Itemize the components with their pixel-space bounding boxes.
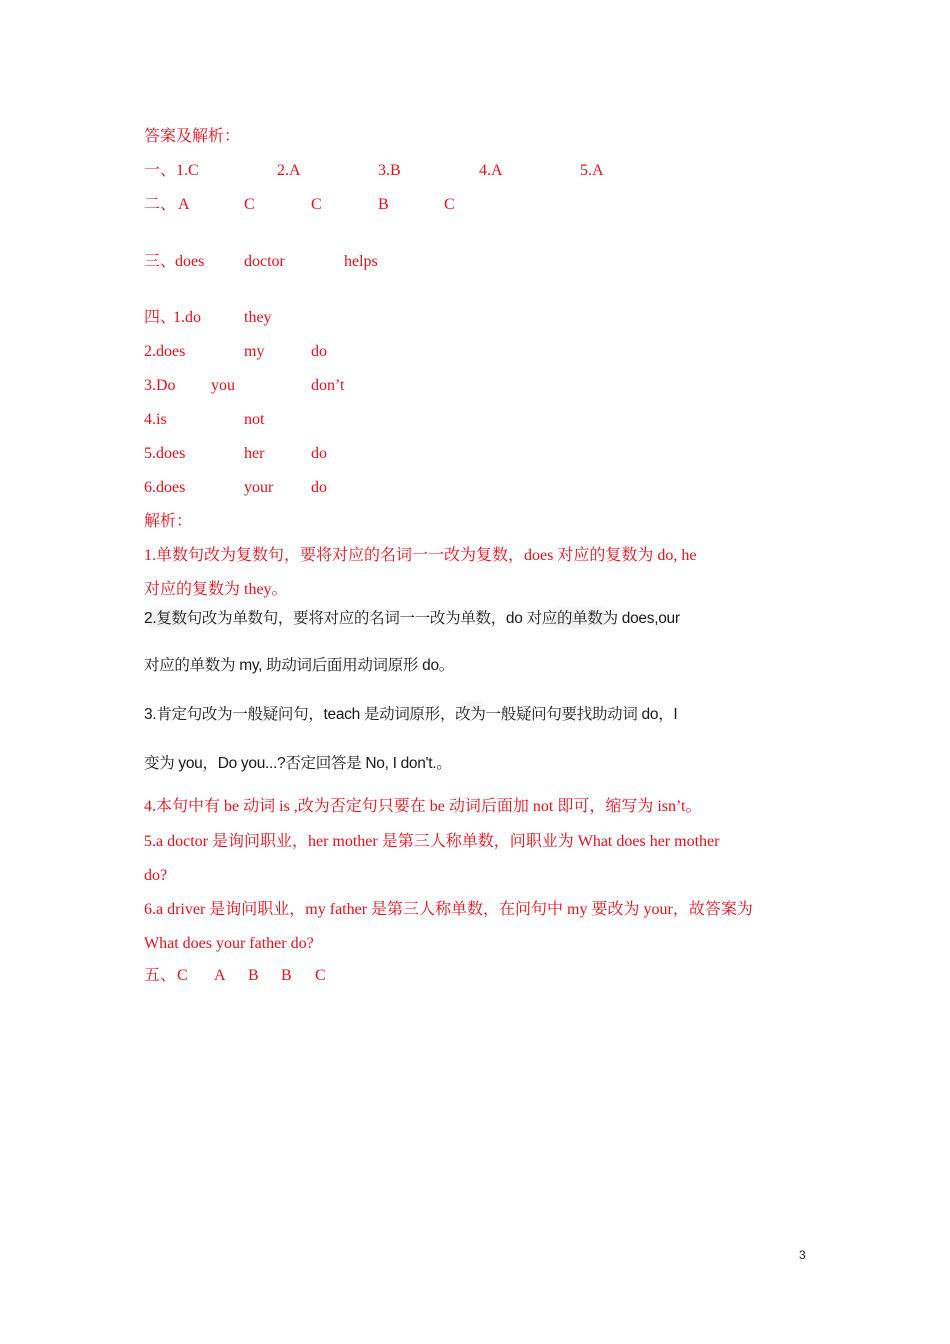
answer-5-4: B <box>281 967 292 984</box>
answer-2-3: C <box>311 196 322 213</box>
section-4-label: 四、 <box>144 309 177 326</box>
answer-2-1: A <box>178 196 190 213</box>
answer-1-2: 2.A <box>277 162 301 179</box>
answer-5-5: C <box>315 967 326 984</box>
answer-1-4: 4.A <box>479 162 503 179</box>
analysis-line-8: 5.a doctor 是询问职业，her mother 是第三人称单数，问职业为 What does her mother <box>144 833 720 850</box>
section-3-label: 三、 <box>144 253 177 270</box>
analysis-line-2: 对应的复数为 they。 <box>144 581 288 598</box>
answer-5-3: B <box>248 967 259 984</box>
analysis-line-1: 1.单数句改为复数句，要将对应的名词一一改为复数，does 对应的复数为 do, he <box>144 547 697 564</box>
answer-5-1: C <box>177 967 188 984</box>
analysis-line-6: 变为 you，Do you...?否定回答是 No, I don't.。 <box>144 755 452 772</box>
analysis-heading: 解析： <box>144 513 193 530</box>
answer-2-5: C <box>444 196 455 213</box>
analysis-line-11: What does your father do? <box>144 935 314 952</box>
page-number: 3 <box>799 1248 806 1262</box>
answer-3-2: doctor <box>244 253 285 270</box>
analysis-line-9: do? <box>144 867 168 884</box>
answer-1-3: 3.B <box>378 162 401 179</box>
answer-2-2: C <box>244 196 255 213</box>
analysis-line-7: 4.本句中有 be 动词 is ,改为否定句只要在 be 动词后面加 not 即可，缩写为 isn’t。 <box>144 798 702 815</box>
answer-4-2-c: do <box>311 343 327 360</box>
answer-4-2-a: 2.does <box>144 343 186 360</box>
section-5-label: 五、 <box>144 967 177 984</box>
answer-4-2-b: my <box>244 343 265 360</box>
answer-1-1: 1.C <box>176 162 199 179</box>
analysis-line-3: 2.复数句改为单数句，要将对应的名词一一改为单数，do 对应的单数为 does,our <box>144 610 680 627</box>
section-1-label: 一、 <box>144 162 177 179</box>
answer-3-3: helps <box>344 253 378 270</box>
answer-1-5: 5.A <box>580 162 604 179</box>
answer-4-5-b: her <box>244 445 265 462</box>
answer-5-2: A <box>214 967 226 984</box>
answer-2-4: B <box>378 196 389 213</box>
answer-4-6-a: 6.does <box>144 479 186 496</box>
analysis-line-5: 3.肯定句改为一般疑问句，teach 是动词原形，改为一般疑问句要找助动词 do，I <box>144 706 678 723</box>
answer-4-1-b: they <box>244 309 272 326</box>
answer-4-3-b: you <box>211 377 235 394</box>
answer-4-5-c: do <box>311 445 327 462</box>
analysis-line-10: 6.a driver 是询问职业，my father 是第三人称单数，在问句中 my 要改为 your，故答案为 <box>144 901 753 918</box>
answers-heading: 答案及解析： <box>144 128 241 145</box>
answer-4-4-b: not <box>244 411 265 428</box>
answer-4-6-b: your <box>244 479 274 496</box>
answer-4-5-a: 5.does <box>144 445 186 462</box>
answer-4-1-a: 1.do <box>173 309 201 326</box>
answer-4-3-a: 3.Do <box>144 377 176 394</box>
analysis-line-4: 对应的单数为 my, 助动词后面用动词原形 do。 <box>144 657 454 674</box>
answer-3-1: does <box>175 253 205 270</box>
answer-4-6-c: do <box>311 479 327 496</box>
answer-4-3-c: don’t <box>311 377 345 394</box>
answer-4-4-a: 4.is <box>144 411 167 428</box>
section-2-label: 二、 <box>144 196 177 213</box>
